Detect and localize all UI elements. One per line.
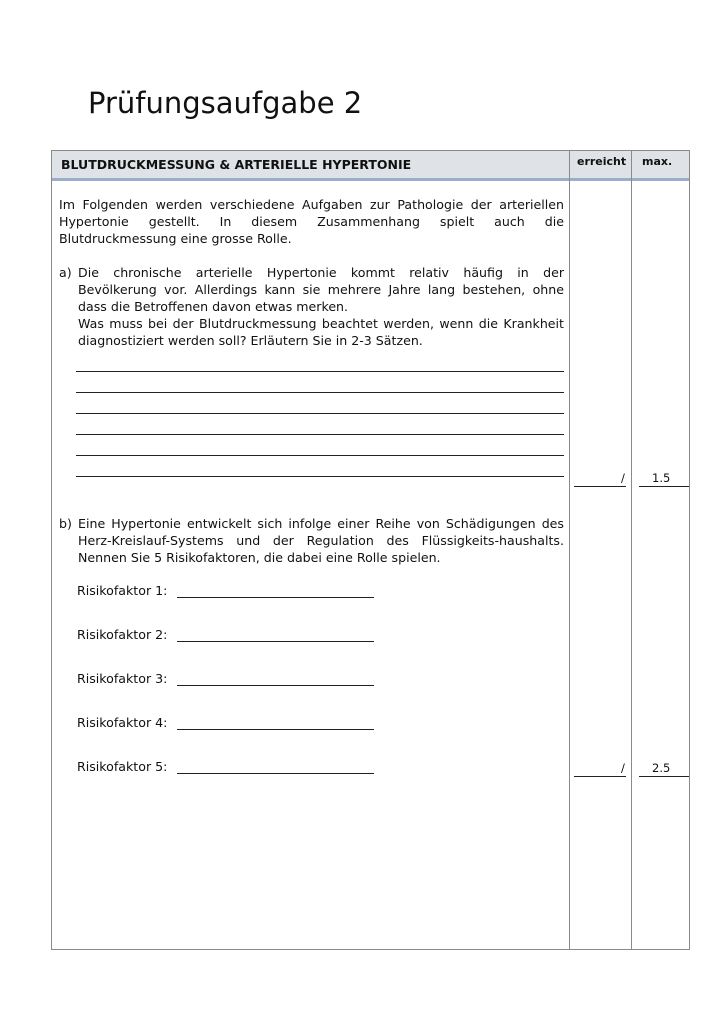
- intro-text: Im Folgenden werden verschiedene Aufgaben zur Pathologie der arteriellen Hypertonie gestellt. In diesem Zusammenhang spielt auch die Blutdruckmessung eine grosse Rolle.: [59, 197, 564, 246]
- question-b-letter: b): [59, 516, 72, 531]
- score-a-max-underline: [639, 486, 689, 487]
- question-b: [59, 515, 564, 566]
- question-b-text: Eine Hypertonie entwickelt sich infolge einer Reihe von Schädigungen des Herz-Kreislauf-Systems und der Regulation des Flüssigkeits-haushalts. Nennen Sie 5 Risikofaktoren, die dabei eine Rolle spielen.: [78, 516, 564, 565]
- risk-factor-label-5: Risikofaktor 5:: [77, 759, 168, 774]
- score-a-reached-field[interactable]: [574, 486, 626, 487]
- column-header-max: max.: [642, 155, 673, 168]
- section-title: BLUTDRUCKMESSUNG & ARTERIELLE HYPERTONIE: [61, 157, 412, 172]
- table-header: [52, 151, 689, 181]
- column-divider-reached: [569, 151, 570, 949]
- answer-line[interactable]: [76, 434, 564, 435]
- score-b-reached-field[interactable]: [574, 776, 626, 777]
- risk-factor-label-2: Risikofaktor 2:: [77, 627, 168, 642]
- question-a-instruction: Was muss bei der Blutdruckmessung beachtet werden, wenn die Krankheit diagnostiziert werden soll? Erläutern Sie in 2-3 Sätzen.: [78, 316, 564, 348]
- score-b-slash: /: [621, 761, 625, 775]
- score-a-max: 1.5: [652, 471, 671, 485]
- risk-factor-field-4[interactable]: [177, 729, 374, 730]
- answer-line[interactable]: [76, 455, 564, 456]
- answer-line[interactable]: [76, 392, 564, 393]
- column-divider-max: [631, 151, 632, 949]
- risk-factor-field-3[interactable]: [177, 685, 374, 686]
- question-a: [59, 264, 564, 349]
- risk-factor-field-1[interactable]: [177, 597, 374, 598]
- risk-factor-label-3: Risikofaktor 3:: [77, 671, 168, 686]
- task-content: [59, 196, 564, 349]
- risk-factor-label-1: Risikofaktor 1:: [77, 583, 168, 598]
- score-b-max-underline: [639, 776, 689, 777]
- answer-line[interactable]: [76, 476, 564, 477]
- score-a-slash: /: [621, 471, 625, 485]
- page-title: Prüfungsaufgabe 2: [88, 86, 363, 120]
- answer-line[interactable]: [76, 371, 564, 372]
- question-a-letter: a): [59, 265, 72, 280]
- risk-factor-label-4: Risikofaktor 4:: [77, 715, 168, 730]
- column-header-reached: erreicht: [577, 155, 627, 168]
- risk-factor-field-2[interactable]: [177, 641, 374, 642]
- answer-line[interactable]: [76, 413, 564, 414]
- risk-factor-field-5[interactable]: [177, 773, 374, 774]
- exam-table: [51, 150, 690, 950]
- question-b-block: [59, 515, 564, 566]
- question-a-text: Die chronische arterielle Hypertonie kommt relativ häufig in der Bevölkerung vor. Allerdings kann sie mehrere Jahre lang bestehen, ohne dass die Betroffenen davon etwas merken.: [78, 265, 564, 314]
- score-b-max: 2.5: [652, 761, 671, 775]
